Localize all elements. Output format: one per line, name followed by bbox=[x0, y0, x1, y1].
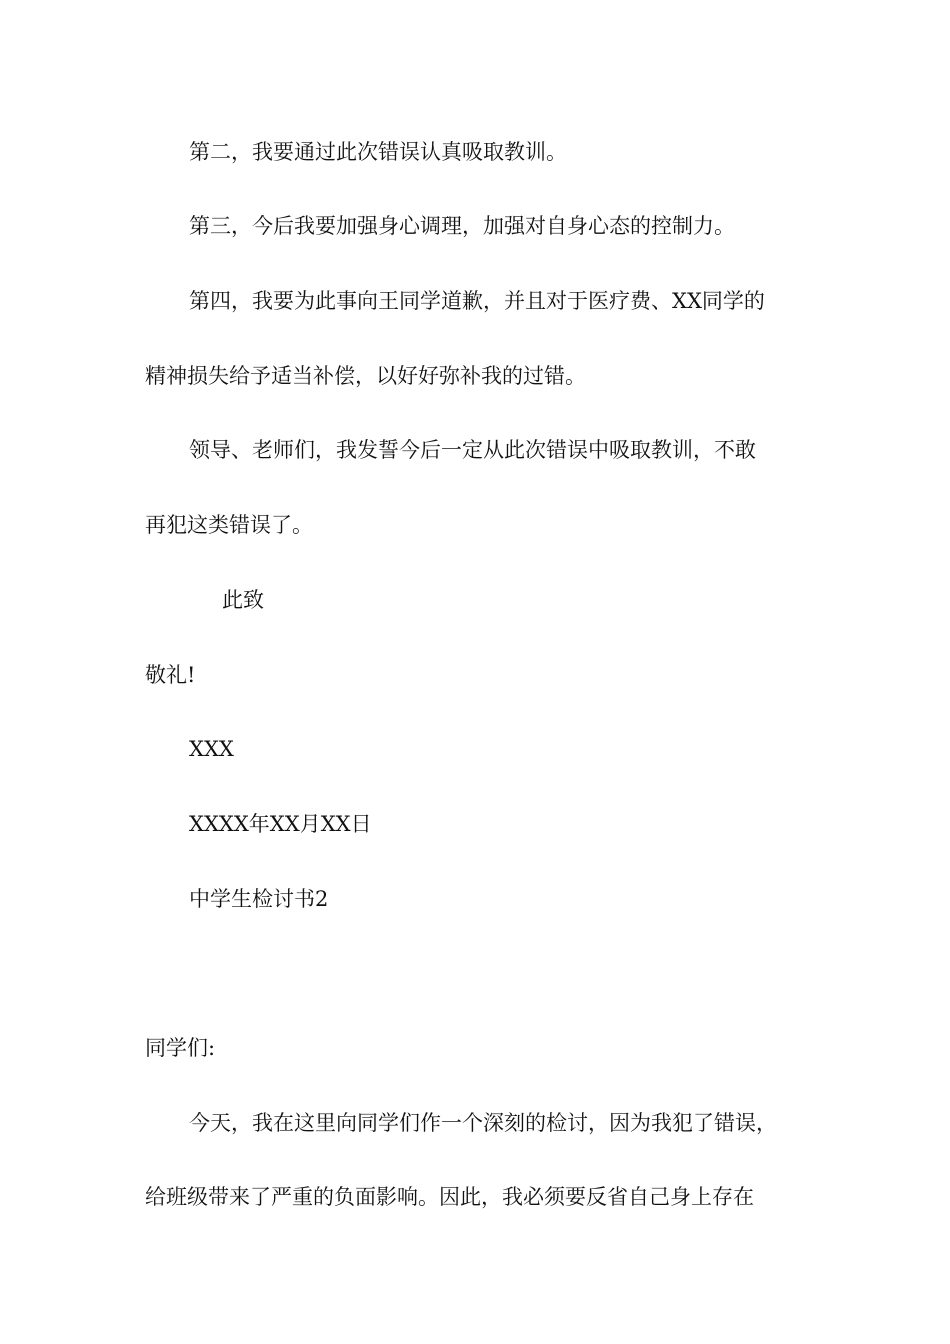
salutation: 同学们: bbox=[145, 1036, 216, 1060]
paragraph-line: 第三，今后我要加强身心调理，加强对自身心态的控制力。 bbox=[189, 214, 735, 238]
paragraph-line: 第四，我要为此事向王同学道歉，并且对于医疗费、XX同学的 bbox=[189, 289, 765, 313]
signature-name: XXX bbox=[189, 737, 234, 761]
section-title: 中学生检讨书2 bbox=[189, 887, 329, 911]
signature-date: XXXX年XX月XX日 bbox=[189, 812, 372, 836]
paragraph-line: 给班级带来了严重的负面影响。因此，我必须要反省自己身上存在 bbox=[145, 1185, 754, 1209]
paragraph-line: 领导、老师们，我发誓今后一定从此次错误中吸取教训，不敢 bbox=[189, 438, 756, 462]
paragraph-line: 精神损失给予适当补偿，以好好弥补我的过错。 bbox=[145, 364, 586, 388]
paragraph-line: 今天，我在这里向同学们作一个深刻的检讨，因为我犯了错误， bbox=[189, 1111, 777, 1135]
paragraph-line: 第二，我要通过此次错误认真吸取教训。 bbox=[189, 140, 567, 164]
closing-phrase: 此致 bbox=[222, 588, 264, 612]
paragraph-line: 再犯这类错误了。 bbox=[145, 513, 313, 537]
closing-salute: 敬礼! bbox=[145, 663, 196, 687]
